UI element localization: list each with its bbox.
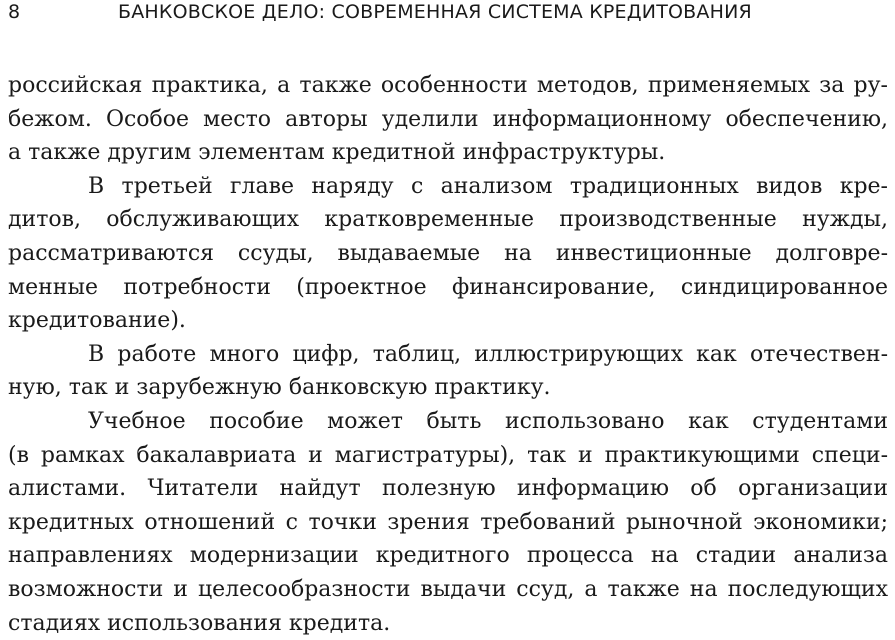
text-line: (в рамках бакалавриата и магистратуры), так и практикующими специ- [8, 439, 888, 473]
text-line: В третьей главе наряду с анализом традиционных видов кре- [8, 170, 888, 204]
text-line: направлениях модернизации кредитного процесса на стадии анализа [8, 539, 888, 573]
text-line: ную, так и зарубежную банковскую практику. [8, 371, 888, 405]
text-line: а также другим элементам кредитной инфраструктуры. [8, 136, 888, 170]
text-line: Учебное пособие может быть использовано как студентами [8, 405, 888, 439]
body-text [8, 69, 888, 640]
text-line: бежом. Особое место авторы уделили информационному обеспечению, [8, 103, 888, 137]
text-line: российская практика, а также особенности методов, применяемых за ру- [8, 69, 888, 103]
text-line: рассматриваются ссуды, выдаваемые на инвестиционные долговре- [8, 237, 888, 271]
text-line: кредитование). [8, 304, 888, 338]
text-line: дитов, обслуживающих кратковременные производственные нужды, [8, 203, 888, 237]
running-title: БАНКОВСКОЕ ДЕЛО: СОВРЕМЕННАЯ СИСТЕМА КРЕДИТОВАНИЯ [118, 0, 752, 24]
text-line: алистами. Читатели найдут полезную информацию об организации [8, 472, 888, 506]
text-line: возможности и целесообразности выдачи ссуд, а также на последующих [8, 573, 888, 607]
text-line: В работе много цифр, таблиц, иллюстрирующих как отечествен- [8, 338, 888, 372]
text-line: менные потребности (проектное финансирование, синдицированное [8, 271, 888, 305]
text-line: кредитных отношений с точки зрения требований рыночной экономики; [8, 506, 888, 540]
running-header [0, 0, 895, 28]
page-number: 8 [8, 0, 20, 24]
text-line: стадиях использования кредита. [8, 607, 888, 640]
